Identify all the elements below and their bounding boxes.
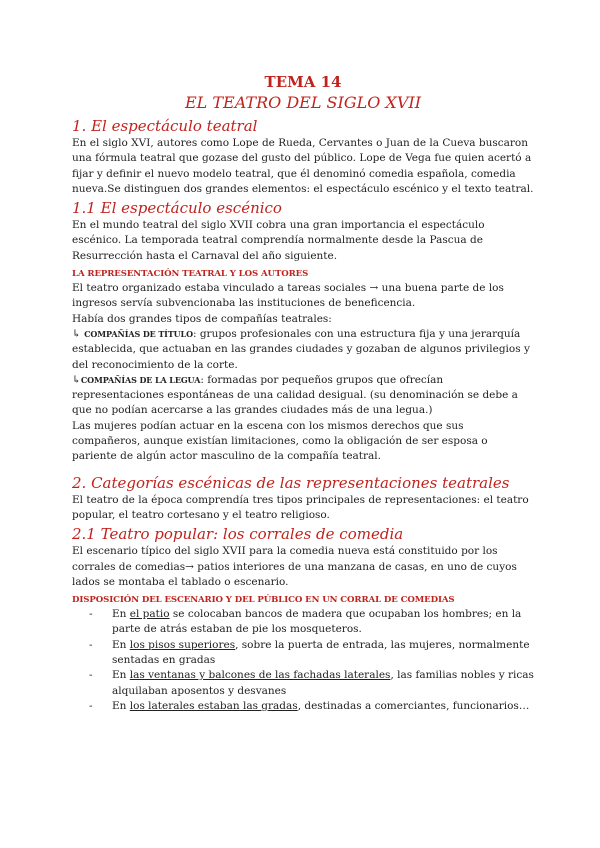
section-1-1-text: En el mundo teatral del siglo XVII cobra una gran importancia el espectáculo escénico. La temporada teatral comprendía normalmente desde la Pascua de Resurrección hasta el Carnaval del año siguiente.	[72, 219, 485, 262]
item-prefix: En	[112, 669, 130, 682]
subheading-representacion: LA REPRESENTACIÓN TEATRAL Y LOS AUTORES	[72, 269, 309, 280]
section-2-text: El teatro de la época comprendía tres tipos principales de representaciones: el teatro popular, el teatro cortesano y el teatro religioso.	[72, 493, 529, 521]
dash-marker: -	[89, 608, 93, 621]
paragraph-mujeres: Las mujeres podían actuar en la escena con los mismos derechos que sus compañeros, aunque existían limitaciones, como la obligación de ser esposa o pariente de algún actor masculino de la compañía teatral.	[72, 419, 488, 463]
compania-titulo	[72, 327, 534, 373]
disposicion-list	[72, 607, 534, 714]
section-1-text: En el siglo XVI, autores como Lope de Rueda, Cervantes o Juan de la Cueva buscaron una fórmula teatral que gozase del gusto del público. Lope de Vega fue quien acertó a fijar y definir el nuevo modelo teatral, que él denominó comedia española, comedia nueva.Se distinguen dos grandes elementos: el espectáculo escénico y el texto teatral.	[72, 137, 534, 195]
paragraph-tipos-companias: Había dos grandes tipos de compañías teatrales:	[72, 312, 332, 325]
item-prefix: En	[112, 638, 130, 651]
section-1-1-heading: 1.1 El espectáculo escénico	[72, 199, 282, 218]
list-item	[72, 607, 534, 638]
section-1-heading: 1. El espectáculo teatral	[72, 117, 258, 135]
item-underlined: los pisos superiores	[129, 638, 236, 651]
section-2-heading: 2. Categorías escénicas de las representaciones teatrales	[72, 473, 510, 492]
section-2-1-heading: 2.1 Teatro popular: los corrales de comedia	[72, 525, 404, 544]
dash-marker: -	[89, 638, 93, 651]
arrow-icon: ↳	[72, 327, 81, 340]
dash-marker: -	[89, 669, 93, 682]
page-title: EL TEATRO DEL SIGLO XVII	[184, 93, 422, 112]
compania-legua	[72, 373, 534, 419]
tema-number: TEMA 14	[264, 73, 342, 91]
compania-legua-text: : formadas por pequeños grupos que ofrecían representaciones espontáneas de una calidad desigual. (su denominación se debe a que no podían acercarse a las grandes ciudades más de una legua.)	[72, 373, 518, 417]
subheading-disposicion: DISPOSICIÓN DEL ESCENARIO Y DEL PÚBLICO EN UN CORRAL DE COMEDIAS	[72, 595, 455, 606]
item-text: , sobre la puerta de entrada, las mujeres, normalmente sentadas en gradas	[112, 638, 530, 667]
item-underlined: el patio	[129, 608, 170, 621]
compania-legua-label: COMPAÑÍAS DE LA LEGUA	[80, 374, 201, 385]
document-content	[72, 72, 534, 714]
item-prefix: En	[112, 699, 130, 712]
compania-titulo-text: : grupos profesionales con una estructura fija y una jerarquía establecida, que actuaban en las grandes ciudades y gozaban de algunos privilegios y del reconocimiento de la corte.	[72, 327, 530, 371]
paragraph-teatro-organizado: El teatro organizado estaba vinculado a tareas sociales → una buena parte de los ingresos servía subvencionaba las instituciones de beneficencia.	[72, 282, 504, 310]
list-item	[72, 699, 534, 714]
item-underlined: las ventanas y balcones de las fachadas laterales	[129, 669, 391, 682]
dash-marker: -	[89, 699, 93, 712]
item-text: , destinadas a comerciantes, funcionarios…	[297, 699, 530, 712]
list-item	[72, 668, 534, 699]
item-text: se colocaban bancos de madera que ocupaban los hombres; en la parte de atrás estaban de pie los mosqueteros.	[112, 608, 522, 636]
compania-titulo-label: COMPAÑÍAS DE TÍTULO	[84, 328, 193, 339]
section-2-1-text: El escenario típico del siglo XVII para la comedia nueva está constituido por los corrales de comedias→ patios interiores de una manzana de casas, en uno de cuyos lados se montaba el tablado o escenario.	[72, 545, 517, 588]
item-text: , las familias nobles y ricas alquilaban aposentos y desvanes	[112, 669, 534, 697]
item-underlined: los laterales estaban las gradas	[129, 699, 298, 712]
list-item	[72, 638, 534, 669]
arrow-icon: ↳	[72, 373, 81, 386]
item-prefix: En	[112, 608, 130, 621]
